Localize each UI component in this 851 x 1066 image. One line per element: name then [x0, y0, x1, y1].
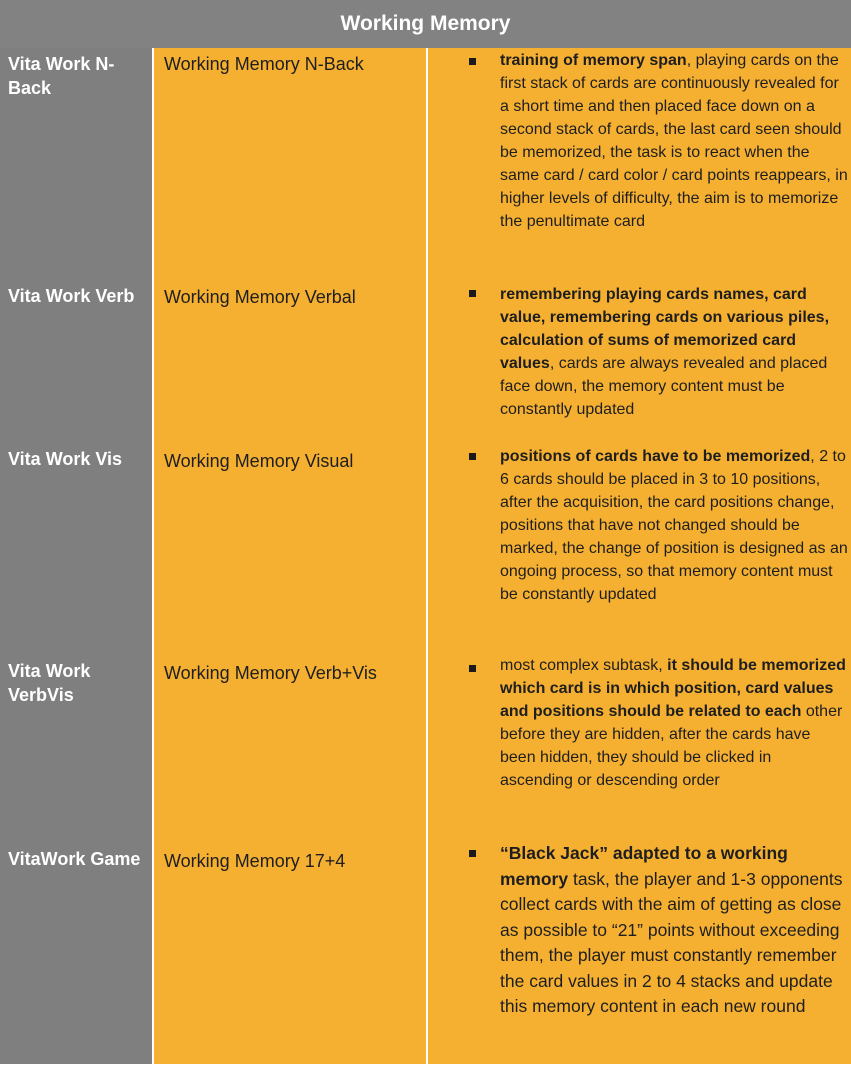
bullet-icon — [469, 453, 476, 460]
description-text: task, the player and 1-3 opponents collect cards with the aim of getting as close as possible to “21” points without exceeding them, the player must constantly remember the card values in 2 to 4 stacks and update this memory content in each new round — [500, 868, 843, 1016]
bullet-icon — [469, 290, 476, 297]
row-module: Working Memory N-Back — [164, 54, 364, 74]
row-module: Working Memory 17+4 — [164, 851, 346, 871]
row-description — [500, 654, 848, 792]
row-name: Vita Work VerbVis — [8, 661, 91, 705]
row-description — [500, 49, 848, 233]
bullet-icon — [469, 58, 476, 65]
description-text: , cards are always revealed and placed face down, the memory content must be constantly updated — [500, 355, 828, 418]
description-bold: it should be memorized which card is in which position, card values and positions should be related to each — [500, 657, 846, 720]
row-module: Working Memory Visual — [164, 451, 354, 471]
row-description — [500, 283, 848, 421]
description-text: , playing cards on the first stack of cards are continuously revealed for a short time and then placed face down on a second stack of cards, the last card seen should be memorized, the task is to react when the same card / card color / card points reappears, in higher levels of difficulty, the aim is to memorize the penultimate card — [500, 52, 848, 230]
bullet-icon — [469, 665, 476, 672]
description-text: , 2 to 6 cards should be placed in 3 to 10 positions, after the acquisition, the card positions change, positions that have not changed should be marked, the change of position is designed as an ongoing process, so that memory content must be constantly updated — [500, 448, 848, 603]
row-name: Vita Work N-Back — [8, 54, 115, 98]
module-column — [154, 48, 426, 1064]
table-title: Working Memory — [340, 12, 511, 35]
description-bold: “Black Jack” adapted to a working memory — [500, 843, 788, 889]
row-description — [500, 841, 848, 1020]
description-bold: positions of cards have to be memorized — [500, 448, 811, 465]
row-name: Vita Work Verb — [8, 286, 135, 306]
row-module: Working Memory Verbal — [164, 287, 356, 307]
row-name: VitaWork Game — [8, 849, 141, 869]
bullet-icon — [469, 850, 476, 857]
description-bold: training of memory span — [500, 52, 687, 69]
table-header — [0, 0, 851, 48]
description-text: other before they are hidden, after the cards have been hidden, they should be clicked in ascending or descending order — [500, 703, 843, 789]
name-column — [0, 48, 152, 1064]
row-name: Vita Work Vis — [8, 449, 123, 469]
row-description — [500, 445, 848, 606]
row-module: Working Memory Verb+Vis — [164, 663, 377, 683]
description-bold: remembering playing cards names, card value, remembering cards on various piles, calculation of sums of memorized card values — [500, 286, 830, 372]
description-lead: most complex subtask, — [500, 657, 668, 674]
